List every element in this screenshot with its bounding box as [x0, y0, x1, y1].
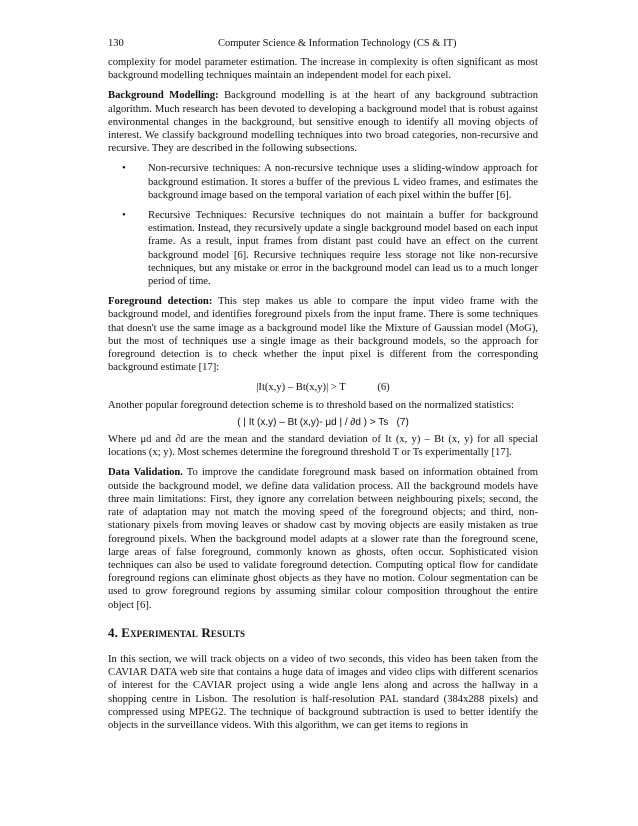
page-number: 130	[108, 38, 124, 49]
data-validation-text: To improve the candidate foreground mask based on information obtained from outside the background model, we define data validation process. All the background models have three main limitations: First, they ignore any correlation between neighbouring pixels; second, the rate of adaptation may not match the moving speed of the foreground objects; and third, non-stationary pixels from moving leaves or shadow cast by moving objects are easily mistaken as true foreground pixels. When the background model adapts at a slower rate than the foreground scene, large areas of false foreground, commonly known as ghosts, often occur. Sophisticated vision techniques can also be used to validate foreground detection. Computing optical flow for candidate foreground regions can eliminate ghost objects as they have no motion. Colour segmentation can be used to grow foreground regions by assuming similar colour composition throughout the entire object [6].	[108, 467, 538, 611]
intro-paragraph: complexity for model parameter estimation. The increase in complexity is often significant as most background modelling techniques maintain an independent model for each pixel.	[108, 57, 538, 82]
foreground-detection-paragraph	[108, 295, 538, 374]
threshold-paragraph: Another popular foreground detection scheme is to threshold based on the normalized statistics:	[108, 399, 514, 411]
background-modelling-text: Background modelling is at the heart of any background subtraction algorithm. Much research has been devoted to developing a background model that is robust against environmental changes in the background, but sensitive enough to identify all moving objects of interest. We classify background modelling techniques into two broad categories, non-recursive and recursive. They are described in the following subsections.	[108, 90, 538, 155]
background-modelling-paragraph	[108, 89, 538, 155]
section-heading: 4. Experimental Results	[108, 624, 246, 640]
data-validation-paragraph	[108, 466, 538, 611]
data-validation-label: Data Validation.	[108, 467, 183, 479]
background-modelling-label: Background Modelling:	[108, 90, 219, 102]
list-item-nonrecursive: • Non-recursive techniques: A non-recursive technique uses a sliding-window approach for background estimation. It stores a buffer of the previous L video frames, and estimates the background image based on the temporal variation of each pixel within the buffer [6].	[108, 162, 538, 202]
equation-7: ( | It (x,y) – Bt (x,y)- μd | / ∂d ) > Ts (7)	[237, 416, 409, 428]
technique-list	[108, 162, 538, 288]
where-paragraph: Where μd and ∂d are the mean and the standard deviation of It (x, y) – Bt (x, y) for all special locations (x; y). Most schemes determine the foreground threshold T or Ts experimentally [17].	[108, 434, 538, 459]
equation-6: |It(x,y) – Bt(x,y)| > T (6)	[256, 382, 390, 394]
body-text	[108, 56, 538, 739]
foreground-detection-label: Foreground detection:	[108, 296, 213, 308]
foreground-detection-text: This step makes us able to compare the input video frame with the background model, and identifies foreground pixels from the input frame. There is some techniques that doesn't use the same image as a background model like the Mixture of Gaussian model (MoG), but the most of techniques use a single image as their background models, so the approach for foreground detection is to check whether the input pixel is different from the corresponding background estimate [17]:	[108, 296, 538, 374]
experimental-paragraph: In this section, we will track objects on a video of two seconds, this video has been taken from the CAVIAR DATA web site that contains a huge data of images and video clips with different scenarios of interest for the CAVIAR project using a wide angle lens along and across the hallway in a shopping centre in Lisbon. The resolution is half-resolution PAL standard (384x288 pixels) and compressed using MPEG2. The technique of background subtraction is used to better identify the objects in the surveillance videos. With this algorithm, we can get items to regions in	[108, 653, 538, 731]
journal-title: Computer Science & Information Technology (CS & IT)	[218, 38, 457, 49]
list-item-recursive: • Recursive Techniques: Recursive techniques do not maintain a buffer for background estimation. Instead, they recursively update a single background model based on each input frame. As a result, input frames from distant past could have an effect on the current background model [6]. Recursive techniques require less storage not like non-recursive techniques, but any mistake or error in the background model can lead us to a much longer period of time.	[108, 209, 538, 288]
